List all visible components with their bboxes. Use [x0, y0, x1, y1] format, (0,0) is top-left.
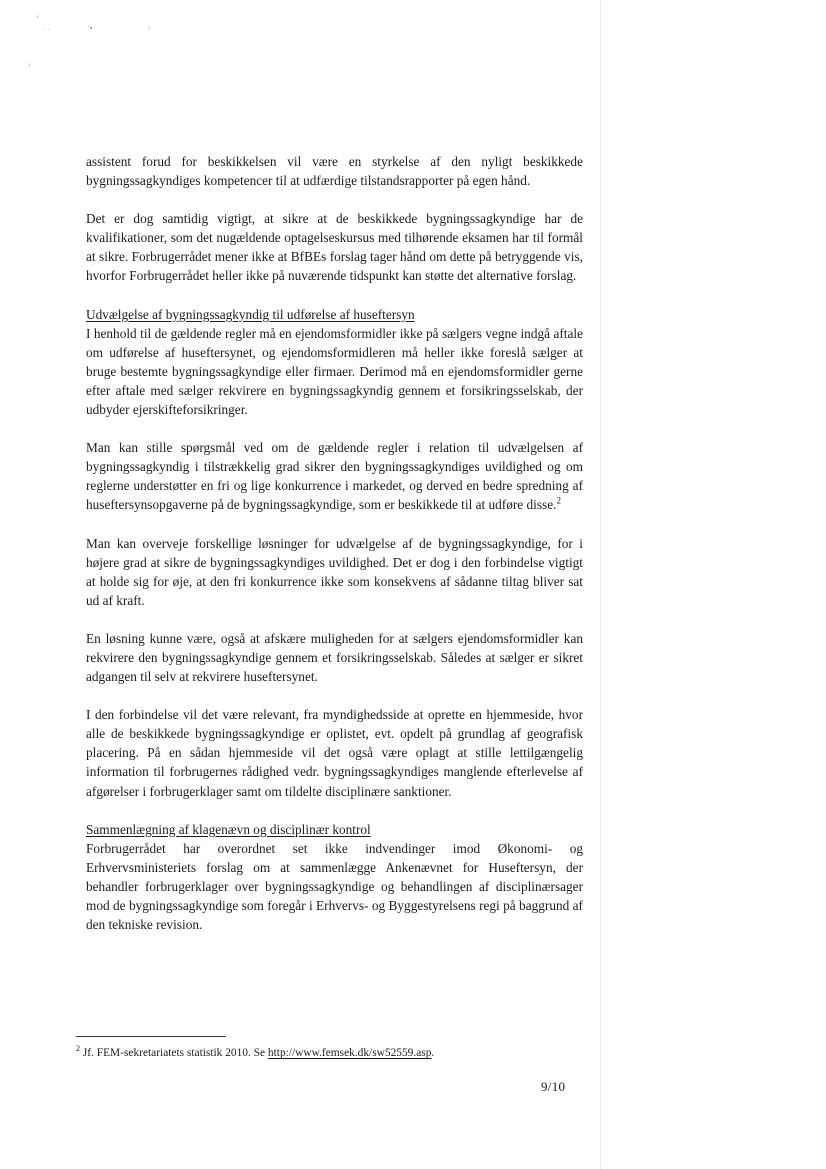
- paragraph-merger: Forbrugerrådet har overordnet set ikke indvendinger imod Økonomi- og Erhvervsministeriets forslag om at sammenlægge Ankenævnet for Huseftersyn, der behandler forbrugerklager over bygningssagkyndige og behandlingen af disciplinærsager mod de bygningssagkyndige som foregår i Erhvervs- og Byggestyrelsens regi på baggrund af den tekniske revision.: [86, 840, 583, 933]
- scan-artifact: ʹ​•: [88, 24, 93, 33]
- footnote-divider: [76, 1036, 226, 1037]
- scan-artifact: ’: [36, 14, 39, 24]
- footnote-marker: 2: [76, 1044, 80, 1054]
- footnote-text: [76, 1046, 581, 1061]
- document-body: [86, 152, 583, 953]
- paragraph-website: I den forbindelse vil det være relevant, fra myndighedsside at oprette en hjemmeside, hvor alle de beskikkede bygningssagkyndige er oplistet, evt. opdelt på grundlag af geografisk placering. På en sådan hjemmeside vil det også være oplagt at stille lettilgængelig information til forbrugernes rådighed vedr. bygningssagkyndiges manglende efterlevelse af afgørelser i forbrugerklager samt om tildelte disciplinære sanktioner.: [86, 707, 583, 799]
- section-heading-sammenlaegning: Sammenlægning af klagenævn og disciplinær kontrol: [86, 821, 371, 837]
- scan-edge-line: [600, 0, 601, 1169]
- footnote-link[interactable]: http://www.femsek.dk/sw52559.asp: [267, 1047, 432, 1059]
- scan-artifact: ‹: [148, 24, 151, 32]
- page-number: 9/10: [541, 1079, 566, 1094]
- scan-artifact: · ·: [44, 26, 51, 34]
- footnote-body: Jf. FEM-sekretariatets statistik 2010. Se: [80, 1047, 268, 1059]
- paragraph-rules: I henhold til de gældende regler må en ejendomsformidler ikke på sælgers vegne indgå aftale om udførelse af huseftersynet, og ejendomsformidleren må heller ikke foreslå sælger at bruge bestemte bygningssagkyndige eller firmaer. Derimod må en ejendomsformidler gerne efter aftale med sælger rekvirere en bygningssagkyndig gennem et forsikringsselskab, der udbyder ejerskifteforsikringer.: [86, 325, 583, 418]
- paragraph-questions: [86, 438, 583, 514]
- paragraph-one-solution: En løsning kunne være, også at afskære muligheden for at sælgers ejendomsformidler kan rekvirere den bygningssagkyndige gennem et forsikringsselskab. Således at sælger er sikret adgangen til selv at rekvirere huseftersynet.: [86, 630, 583, 685]
- paragraph-qualifications: Det er dog samtidig vigtigt, at sikre at de beskikkede bygningssagkyndige har de kvalifikationer, som det nugældende optagelseskursus med tilhørende eksamen har til formål at sikre. Forbrugerrådet mener ikke at BfBEs forslag tager hånd om dette på betryggende vis, hvorfor Forbrugerrådet heller ikke på nuværende tidspunkt kan støtte det alternative forslag.: [86, 211, 583, 284]
- paragraph-questions-text: Man kan stille spørgsmål ved om de gældende regler i relation til udvælgelsen af bygningssagkyndig i tilstrækkelig grad sikrer den bygningssagkyndiges uvildighed og om reglerne understøtter en fri og lige konkurrence i markedet, og derved en bedre spredning af huseftersynsopgaverne på de bygningssagkyndige, som er beskikkede til at udføre disse.: [86, 440, 583, 513]
- paragraph-solutions: Man kan overveje forskellige løsninger for udvælgelse af de bygningssagkyndige, for i højere grad at sikre de bygningssagkyndiges uvildighed. Det er dog i den forbindelse vigtigt at holde sig for øje, at den fri konkurrence ikke som konsekvens af sådanne tiltag bliver sat ud af kraft.: [86, 535, 583, 608]
- footnote-reference: 2: [556, 495, 561, 506]
- footnote-period: .: [431, 1047, 435, 1059]
- footnote-section: [76, 1036, 581, 1061]
- paragraph-intro-continuation: assistent forud for beskikkelsen vil være en styrkelse af den nyligt beskikkede bygningssagkyndiges kompetencer til at udfærdige tilstandsrapporter på egen hånd.: [86, 154, 583, 189]
- scan-artifact: ‘: [28, 62, 31, 71]
- section-heading-udvaelgelse: Udvælgelse af bygningssagkyndig til udførelse af huseftersyn: [86, 306, 415, 322]
